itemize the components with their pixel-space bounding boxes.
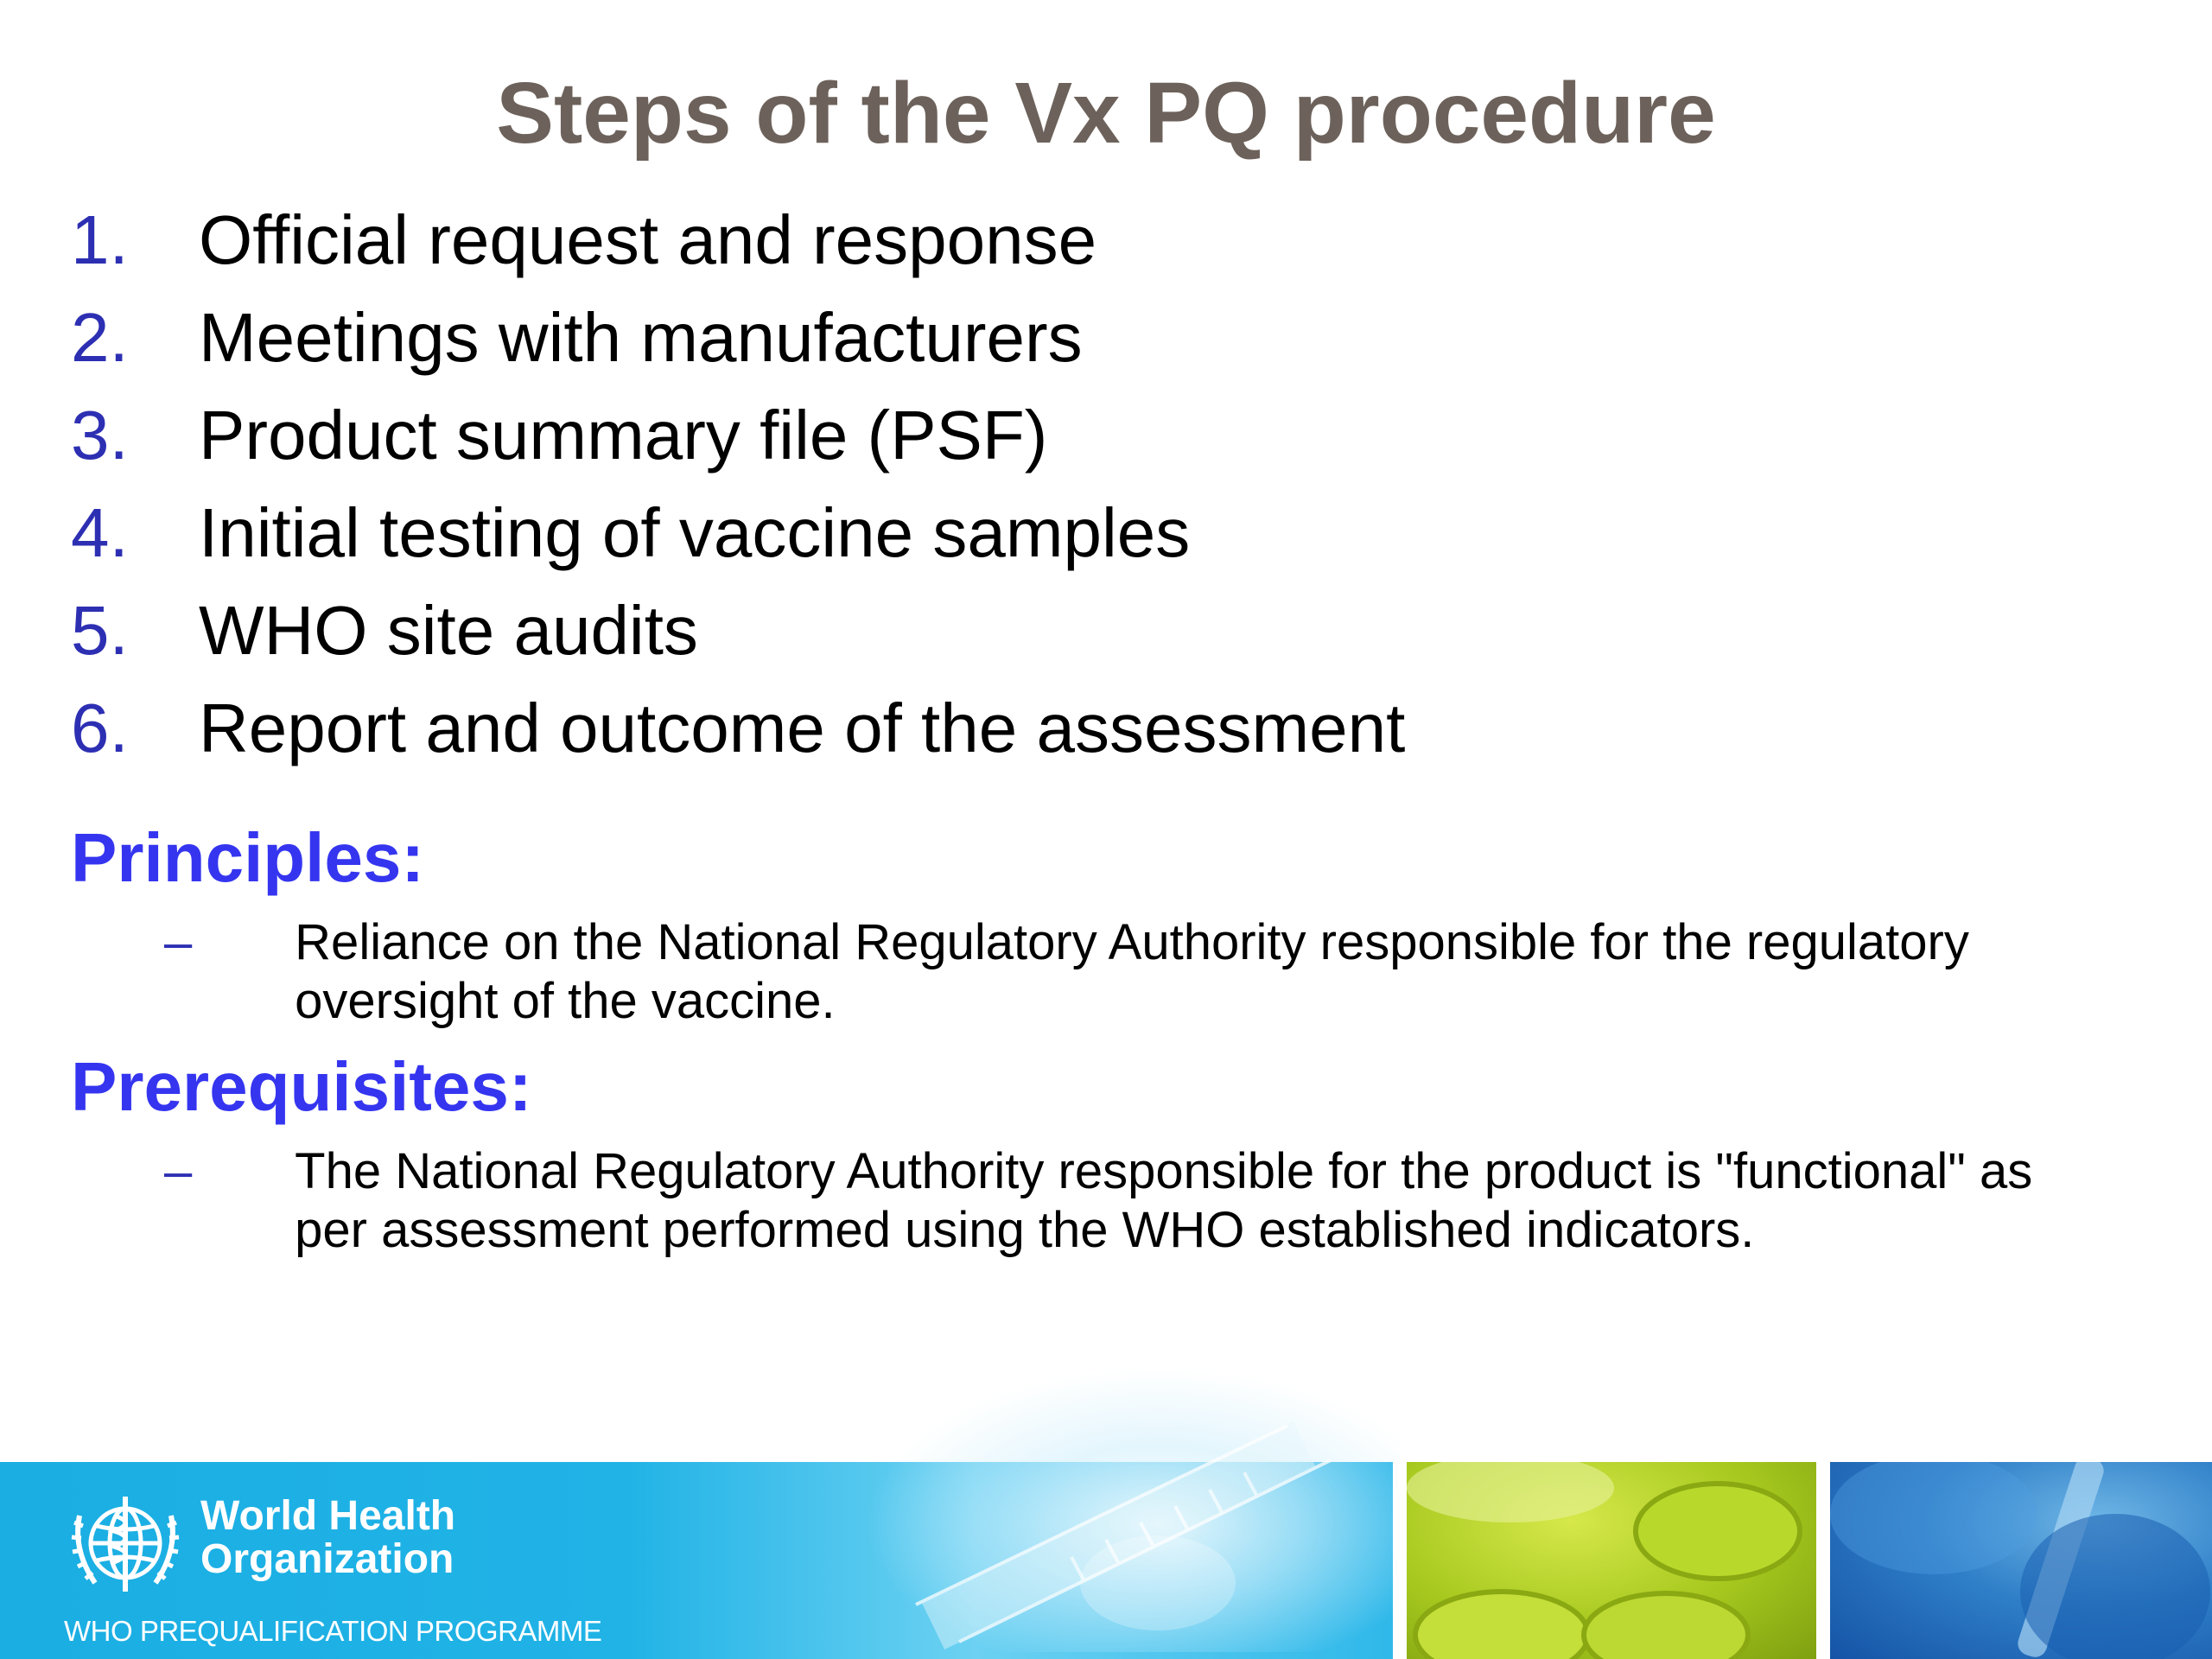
who-name-line2: Organization [200,1536,454,1582]
step-item [71,396,1405,493]
who-emblem-icon [60,1481,190,1611]
prerequisites-text: The National Regulatory Authority responsible for the product is "functional" as per assessment performed using the WHO established indicators. [295,1143,2033,1258]
step-number: 1. [71,201,129,278]
lab-image [1830,1462,2212,1659]
step-text: Product summary file (PSF) [199,397,1048,474]
step-item [71,591,1405,689]
step-number: 5. [71,592,129,669]
prerequisites-heading: Prerequisites: [71,1048,532,1125]
panel-divider [1816,1462,1830,1659]
dash-bullet: – [164,1143,193,1199]
step-item [71,493,1405,591]
step-item [71,298,1405,396]
step-text: Report and outcome of the assessment [199,690,1406,766]
step-text: WHO site audits [199,592,698,669]
test-tube-icon [1830,1462,2212,1659]
step-text: Meetings with manufacturers [199,299,1083,376]
tablets-icon [1407,1462,1816,1659]
who-name-line1: World Health [200,1493,456,1539]
principles-text: Reliance on the National Regulatory Authority responsible for the regulatory oversight of the vaccine. [295,914,1969,1029]
syringe-image [899,1410,1382,1659]
footer-banner [0,1462,2212,1659]
principles-heading: Principles: [71,819,425,896]
step-number: 3. [71,397,129,474]
programme-label: WHO PREQUALIFICATION PROGRAMME [64,1615,602,1647]
step-item [71,200,1405,298]
step-number: 2. [71,299,129,376]
step-number: 4. [71,494,129,571]
prerequisites-item [164,1142,2048,1260]
dash-bullet: – [164,914,193,970]
slide-title: Steps of the Vx PQ procedure [496,65,1716,162]
tablets-image [1407,1462,1816,1659]
step-text: Official request and response [199,201,1097,278]
panel-divider [1393,1462,1407,1659]
steps-list [71,200,1405,786]
who-name [200,1495,455,1581]
step-text: Initial testing of vaccine samples [199,494,1191,571]
step-number: 6. [71,690,129,766]
step-item [71,689,1405,786]
principles-item [164,913,2048,1031]
